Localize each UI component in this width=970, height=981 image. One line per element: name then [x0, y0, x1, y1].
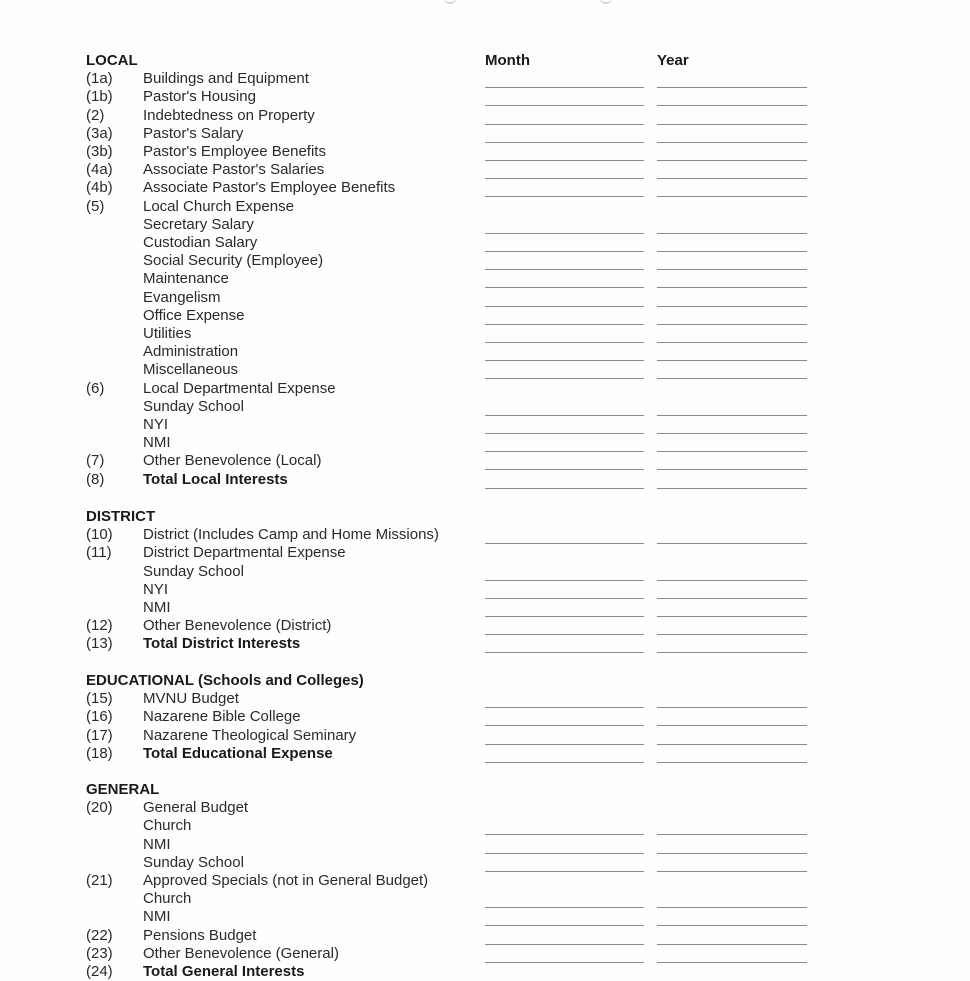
year-amount-field[interactable] — [657, 598, 807, 599]
year-amount-field[interactable] — [657, 834, 807, 835]
line-number: (24) — [86, 963, 113, 980]
year-amount-field[interactable] — [657, 962, 807, 963]
month-amount-field[interactable] — [485, 834, 644, 835]
year-amount-field[interactable] — [657, 652, 807, 653]
line-number: (20) — [86, 799, 113, 817]
month-amount-field[interactable] — [485, 925, 644, 926]
year-amount-field[interactable] — [657, 616, 807, 617]
year-amount-field[interactable] — [657, 87, 807, 88]
line-label: Approved Specials (not in General Budget) — [143, 872, 429, 889]
year-amount-field[interactable] — [657, 178, 807, 179]
line-number: (10) — [86, 526, 113, 544]
line-number: (4b) — [86, 179, 113, 197]
month-amount-field[interactable] — [485, 598, 644, 599]
month-amount-field[interactable] — [485, 124, 644, 125]
line-label: Pastor's Salary — [143, 124, 244, 142]
line-number: (18) — [86, 744, 113, 762]
month-amount-field[interactable] — [485, 324, 644, 325]
year-amount-field[interactable] — [657, 160, 807, 161]
line-number: (1b) — [86, 88, 113, 106]
month-amount-field[interactable] — [485, 871, 644, 872]
line-label: NMI — [143, 908, 171, 926]
year-amount-field[interactable] — [657, 488, 807, 489]
month-amount-field[interactable] — [485, 853, 644, 854]
line-label: General Budget — [143, 799, 249, 817]
month-amount-field[interactable] — [485, 451, 644, 452]
month-amount-field[interactable] — [485, 707, 644, 708]
line-number: (1a) — [86, 70, 113, 88]
year-amount-field[interactable] — [657, 762, 807, 763]
year-amount-field[interactable] — [657, 142, 807, 143]
year-amount-field[interactable] — [657, 287, 807, 288]
month-amount-field[interactable] — [485, 944, 644, 945]
line-label: Miscellaneous — [143, 361, 239, 379]
line-label: Evangelism — [143, 288, 221, 306]
line-label: MVNU Budget — [143, 690, 239, 708]
line-label: Other Benevolence (District) — [143, 617, 332, 635]
line-label: Sunday School — [143, 397, 244, 415]
month-amount-field[interactable] — [485, 725, 644, 726]
line-label: NYI — [143, 416, 169, 433]
line-label: Local Departmental Expense — [143, 379, 336, 397]
line-label: NMI — [143, 835, 171, 853]
year-amount-field[interactable] — [657, 469, 807, 470]
month-amount-field[interactable] — [485, 762, 644, 763]
year-amount-field[interactable] — [657, 907, 807, 908]
line-number: (21) — [86, 872, 113, 889]
year-amount-field[interactable] — [657, 378, 807, 379]
year-amount-field[interactable] — [657, 634, 807, 635]
year-column-header: Year — [657, 52, 689, 69]
line-number: (3b) — [86, 143, 113, 160]
line-label: Associate Pastor's Employee Benefits — [143, 179, 396, 197]
line-number: (3a) — [86, 124, 113, 142]
line-label: District Departmental Expense — [143, 544, 346, 562]
section-heading: DISTRICT — [86, 508, 156, 525]
year-amount-field[interactable] — [657, 543, 807, 544]
line-label: Buildings and Equipment — [143, 70, 309, 88]
month-amount-field[interactable] — [485, 744, 644, 745]
line-number: (22) — [86, 926, 113, 944]
line-label: Office Expense — [143, 306, 245, 324]
month-amount-field[interactable] — [485, 433, 644, 434]
month-amount-field[interactable] — [485, 233, 644, 234]
year-amount-field[interactable] — [657, 251, 807, 252]
month-amount-field[interactable] — [485, 196, 644, 197]
line-number: (11) — [86, 544, 112, 562]
month-amount-field[interactable] — [485, 469, 644, 470]
month-amount-field[interactable] — [485, 580, 644, 581]
line-number: (7) — [86, 452, 105, 470]
month-amount-field[interactable] — [485, 287, 644, 288]
year-amount-field[interactable] — [657, 306, 807, 307]
line-label: NMI — [143, 434, 171, 452]
line-label: Secretary Salary — [143, 215, 254, 233]
line-label: Other Benevolence (General) — [143, 944, 339, 962]
month-amount-field[interactable] — [485, 378, 644, 379]
month-amount-field[interactable] — [485, 178, 644, 179]
month-amount-field[interactable] — [485, 652, 644, 653]
year-amount-field[interactable] — [657, 196, 807, 197]
year-amount-field[interactable] — [657, 124, 807, 125]
line-number: (8) — [86, 470, 105, 488]
month-amount-field[interactable] — [485, 342, 644, 343]
year-amount-field[interactable] — [657, 744, 807, 745]
line-label: Associate Pastor's Salaries — [143, 161, 325, 179]
line-label: Pastor's Employee Benefits — [143, 143, 326, 160]
year-amount-field[interactable] — [657, 853, 807, 854]
month-amount-field[interactable] — [485, 616, 644, 617]
month-amount-field[interactable] — [485, 142, 644, 143]
line-number: (15) — [86, 690, 113, 708]
month-amount-field[interactable] — [485, 360, 644, 361]
line-label: Total District Interests — [143, 635, 301, 653]
line-label: Total General Interests — [143, 963, 305, 980]
month-amount-field[interactable] — [485, 87, 644, 88]
year-amount-field[interactable] — [657, 269, 807, 270]
year-amount-field[interactable] — [657, 415, 807, 416]
line-number: (4a) — [86, 161, 113, 179]
year-amount-field[interactable] — [657, 871, 807, 872]
year-amount-field[interactable] — [657, 342, 807, 343]
year-amount-field[interactable] — [657, 580, 807, 581]
month-amount-field[interactable] — [485, 488, 644, 489]
month-amount-field[interactable] — [485, 543, 644, 544]
year-amount-field[interactable] — [657, 725, 807, 726]
line-label: Custodian Salary — [143, 234, 258, 251]
year-amount-field[interactable] — [657, 707, 807, 708]
month-amount-field[interactable] — [485, 634, 644, 635]
year-amount-field[interactable] — [657, 433, 807, 434]
month-amount-field[interactable] — [485, 105, 644, 106]
title-fragment — [444, 0, 456, 4]
line-label: Church — [143, 890, 192, 908]
year-amount-field[interactable] — [657, 944, 807, 945]
line-number: (23) — [86, 944, 113, 962]
line-label: Nazarene Bible College — [143, 708, 301, 726]
month-amount-field[interactable] — [485, 251, 644, 252]
line-number: (16) — [86, 708, 113, 726]
line-label: Sunday School — [143, 853, 244, 871]
line-label: Pensions Budget — [143, 926, 257, 944]
title-fragment — [600, 0, 612, 4]
month-column-header: Month — [485, 52, 530, 69]
year-amount-field[interactable] — [657, 360, 807, 361]
line-label: Nazarene Theological Seminary — [143, 726, 357, 744]
year-amount-field[interactable] — [657, 925, 807, 926]
month-amount-field[interactable] — [485, 160, 644, 161]
year-amount-field[interactable] — [657, 324, 807, 325]
month-amount-field[interactable] — [485, 269, 644, 270]
line-number: (2) — [86, 106, 105, 124]
line-label: Total Educational Expense — [143, 744, 333, 762]
line-number: (6) — [86, 379, 105, 397]
month-amount-field[interactable] — [485, 415, 644, 416]
year-amount-field[interactable] — [657, 233, 807, 234]
section-heading: LOCAL — [86, 52, 138, 69]
line-label: Other Benevolence (Local) — [143, 452, 322, 470]
month-amount-field[interactable] — [485, 306, 644, 307]
line-label: Pastor's Housing — [143, 88, 256, 106]
line-number: (12) — [86, 617, 113, 635]
year-amount-field[interactable] — [657, 451, 807, 452]
line-label: NYI — [143, 580, 169, 598]
line-number: (13) — [86, 635, 113, 653]
line-label: Maintenance — [143, 270, 229, 288]
line-label: Sunday School — [143, 562, 244, 580]
line-label: Utilities — [143, 325, 192, 342]
section-heading: EDUCATIONAL (Schools and Colleges) — [86, 672, 364, 689]
line-number: (17) — [86, 726, 113, 744]
line-number: (5) — [86, 197, 105, 215]
line-label: Indebtedness on Property — [143, 106, 315, 124]
line-label: Total Local Interests — [143, 470, 288, 488]
line-label: NMI — [143, 599, 171, 616]
month-amount-field[interactable] — [485, 962, 644, 963]
line-label: Church — [143, 817, 192, 835]
line-label: Local Church Expense — [143, 197, 294, 215]
line-label: Social Security (Employee) — [143, 252, 324, 270]
line-label: District (Includes Camp and Home Missions) — [143, 526, 439, 544]
year-amount-field[interactable] — [657, 105, 807, 106]
section-heading: GENERAL — [86, 781, 160, 798]
month-amount-field[interactable] — [485, 907, 644, 908]
line-label: Administration — [143, 343, 239, 361]
